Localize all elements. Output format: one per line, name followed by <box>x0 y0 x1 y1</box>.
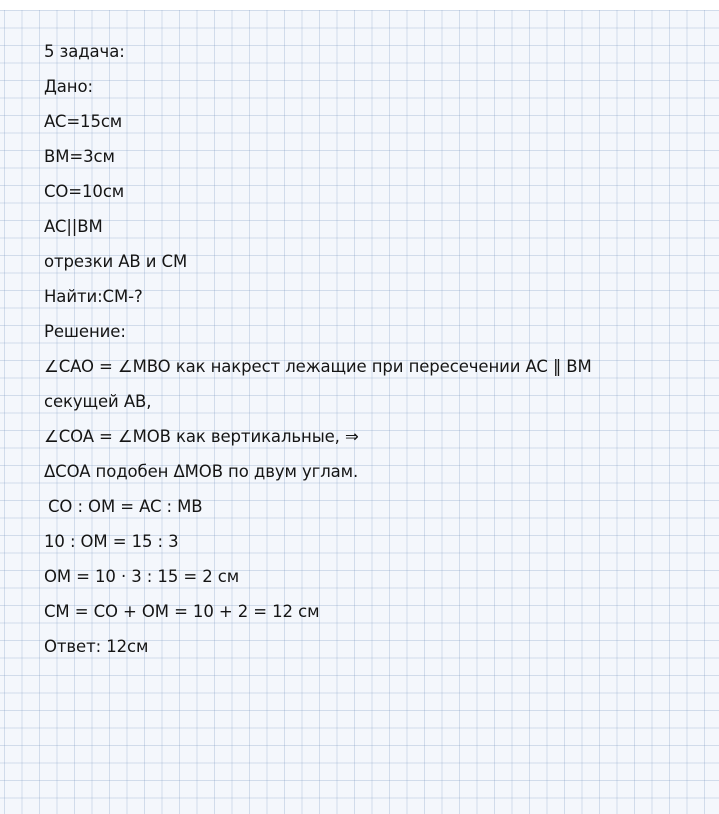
vertical-angles-line: ∠COA = ∠MOB как вертикальные, ⇒ <box>44 427 359 446</box>
answer-line: Ответ: 12см <box>44 637 149 656</box>
similarity-line: ΔCOA подобен ΔMOB по двум углам. <box>44 462 359 481</box>
given-bm: BM=3см <box>44 147 115 166</box>
given-co: CO=10см <box>44 182 125 201</box>
ratio-line: CO : OM = AC : MB <box>48 497 203 516</box>
ratio-substituted-line: 10 : OM = 15 : 3 <box>44 532 179 551</box>
task-number-line: 5 задача: <box>44 42 125 61</box>
top-strip <box>0 0 719 10</box>
given-ac: AC=15см <box>44 112 123 131</box>
given-heading: Дано: <box>44 77 93 96</box>
om-computation-line: OM = 10 · 3 : 15 = 2 см <box>44 567 240 586</box>
angle-equality-line: ∠CAO = ∠MBO как накрест лежащие при пересечении AC ‖ BM <box>44 357 592 376</box>
secant-line: секущей AB, <box>44 392 152 411</box>
cm-computation-line: CM = CO + OM = 10 + 2 = 12 см <box>44 602 320 621</box>
solution-heading: Решение: <box>44 322 126 341</box>
given-parallel: AC||BM <box>44 217 103 236</box>
given-segments: отрезки AB и CM <box>44 252 188 271</box>
solution-text <box>44 39 704 669</box>
find-line: Найти:CM-? <box>44 287 143 306</box>
